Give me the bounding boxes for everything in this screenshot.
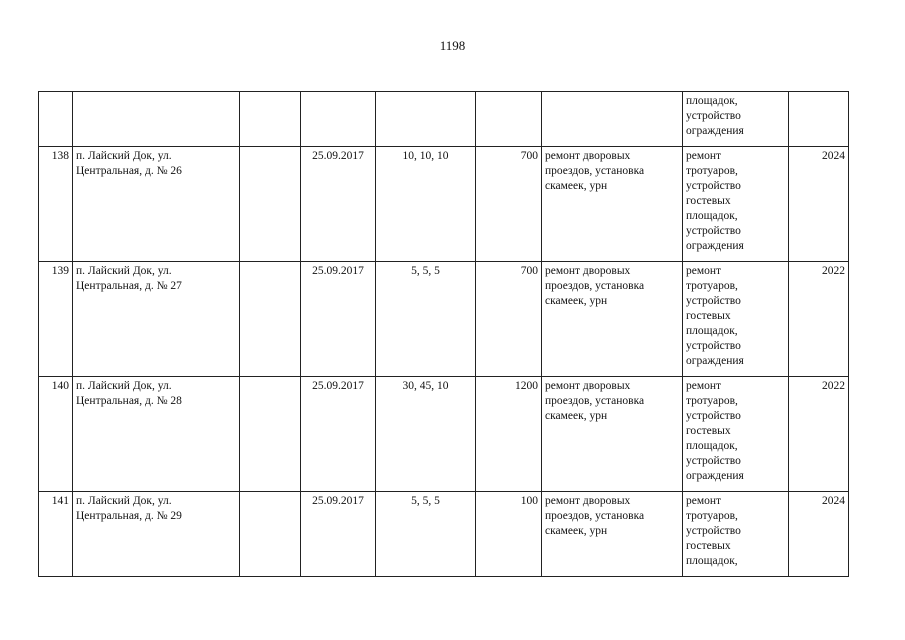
table-row xyxy=(39,147,849,262)
works-additional-line: устройство xyxy=(686,180,741,192)
address-line: п. Лайский Док, ул. xyxy=(76,150,172,162)
works-additional-line: площадок, xyxy=(686,440,738,452)
table-row xyxy=(39,262,849,377)
works-additional-line: ремонт xyxy=(686,150,722,162)
works-minimal-line: проездов, установка xyxy=(545,395,645,407)
cell-values xyxy=(376,92,476,147)
cell-year xyxy=(789,92,849,147)
cell-works-minimal xyxy=(542,92,683,147)
works-additional-line: ограждения xyxy=(686,355,744,367)
table-body xyxy=(39,92,849,577)
address-line: Центральная, д. № 28 xyxy=(76,395,182,407)
cell-values: 5, 5, 5 xyxy=(376,262,476,377)
works-additional-line: устройство xyxy=(686,110,741,122)
cell-year: 2024 xyxy=(789,147,849,262)
cell-area: 100 xyxy=(476,492,542,577)
cell-year: 2022 xyxy=(789,377,849,492)
works-additional-line: устройство xyxy=(686,455,741,467)
works-minimal-line: проездов, установка xyxy=(545,165,645,177)
cell-blank xyxy=(240,262,301,377)
works-additional-line: тротуаров, xyxy=(686,510,738,522)
cell-blank xyxy=(240,377,301,492)
address-line: п. Лайский Док, ул. xyxy=(76,495,172,507)
cell-values: 10, 10, 10 xyxy=(376,147,476,262)
address-line: Центральная, д. № 29 xyxy=(76,510,182,522)
cell-works-additional xyxy=(683,377,789,492)
cell-area: 700 xyxy=(476,147,542,262)
works-additional-line: площадок, xyxy=(686,95,738,107)
cell-area: 1200 xyxy=(476,377,542,492)
cell-works-additional xyxy=(683,262,789,377)
works-additional-line: устройство xyxy=(686,410,741,422)
table-row xyxy=(39,492,849,577)
cell-number: 138 xyxy=(39,147,73,262)
works-minimal-line: скамеек, урн xyxy=(545,410,608,422)
cell-date: 25.09.2017 xyxy=(301,147,376,262)
works-additional-line: гостевых xyxy=(686,195,731,207)
works-additional-line: ремонт xyxy=(686,495,722,507)
address-line: п. Лайский Док, ул. xyxy=(76,380,172,392)
works-additional-line: устройство xyxy=(686,225,741,237)
works-additional-line: устройство xyxy=(686,295,741,307)
cell-works-additional xyxy=(683,92,789,147)
address-line: п. Лайский Док, ул. xyxy=(76,265,172,277)
works-additional-line: устройство xyxy=(686,340,741,352)
works-additional-line: площадок, xyxy=(686,555,738,567)
cell-area xyxy=(476,92,542,147)
works-minimal-line: скамеек, урн xyxy=(545,525,608,537)
works-additional-line: гостевых xyxy=(686,425,731,437)
register-table xyxy=(38,91,849,577)
cell-works-additional xyxy=(683,492,789,577)
works-minimal-line: ремонт дворовых xyxy=(545,150,631,162)
works-minimal-line: ремонт дворовых xyxy=(545,380,631,392)
cell-date xyxy=(301,92,376,147)
cell-address xyxy=(73,92,240,147)
address-line: Центральная, д. № 26 xyxy=(76,165,182,177)
works-minimal-line: скамеек, урн xyxy=(545,295,608,307)
cell-area: 700 xyxy=(476,262,542,377)
cell-works-minimal xyxy=(542,147,683,262)
cell-year: 2024 xyxy=(789,492,849,577)
cell-blank xyxy=(240,492,301,577)
works-minimal-line: проездов, установка xyxy=(545,280,645,292)
cell-address xyxy=(73,147,240,262)
cell-number: 139 xyxy=(39,262,73,377)
address-line: Центральная, д. № 27 xyxy=(76,280,182,292)
cell-works-minimal xyxy=(542,262,683,377)
works-additional-line: гостевых xyxy=(686,310,731,322)
works-additional-line: тротуаров, xyxy=(686,165,738,177)
cell-address xyxy=(73,377,240,492)
cell-works-minimal xyxy=(542,377,683,492)
works-minimal-line: проездов, установка xyxy=(545,510,645,522)
cell-blank xyxy=(240,92,301,147)
works-additional-line: устройство xyxy=(686,525,741,537)
works-minimal-line: скамеек, урн xyxy=(545,180,608,192)
works-additional-line: ремонт xyxy=(686,380,722,392)
cell-number: 141 xyxy=(39,492,73,577)
cell-values: 30, 45, 10 xyxy=(376,377,476,492)
cell-date: 25.09.2017 xyxy=(301,262,376,377)
works-additional-line: ограждения xyxy=(686,240,744,252)
works-additional-line: площадок, xyxy=(686,325,738,337)
works-additional-line: ремонт xyxy=(686,265,722,277)
works-additional-line: площадок, xyxy=(686,210,738,222)
cell-year: 2022 xyxy=(789,262,849,377)
works-minimal-line: ремонт дворовых xyxy=(545,265,631,277)
table-row xyxy=(39,377,849,492)
cell-blank xyxy=(240,147,301,262)
cell-address xyxy=(73,492,240,577)
cell-date: 25.09.2017 xyxy=(301,492,376,577)
works-additional-line: тротуаров, xyxy=(686,395,738,407)
table-row-continuation xyxy=(39,92,849,147)
cell-values: 5, 5, 5 xyxy=(376,492,476,577)
cell-address xyxy=(73,262,240,377)
works-additional-line: тротуаров, xyxy=(686,280,738,292)
works-additional-line: гостевых xyxy=(686,540,731,552)
cell-number: 140 xyxy=(39,377,73,492)
works-additional-line: ограждения xyxy=(686,125,744,137)
works-additional-line: ограждения xyxy=(686,470,744,482)
cell-number xyxy=(39,92,73,147)
works-minimal-line: ремонт дворовых xyxy=(545,495,631,507)
cell-works-minimal xyxy=(542,492,683,577)
page-number: 1198 xyxy=(439,38,466,53)
cell-works-additional xyxy=(683,147,789,262)
cell-date: 25.09.2017 xyxy=(301,377,376,492)
